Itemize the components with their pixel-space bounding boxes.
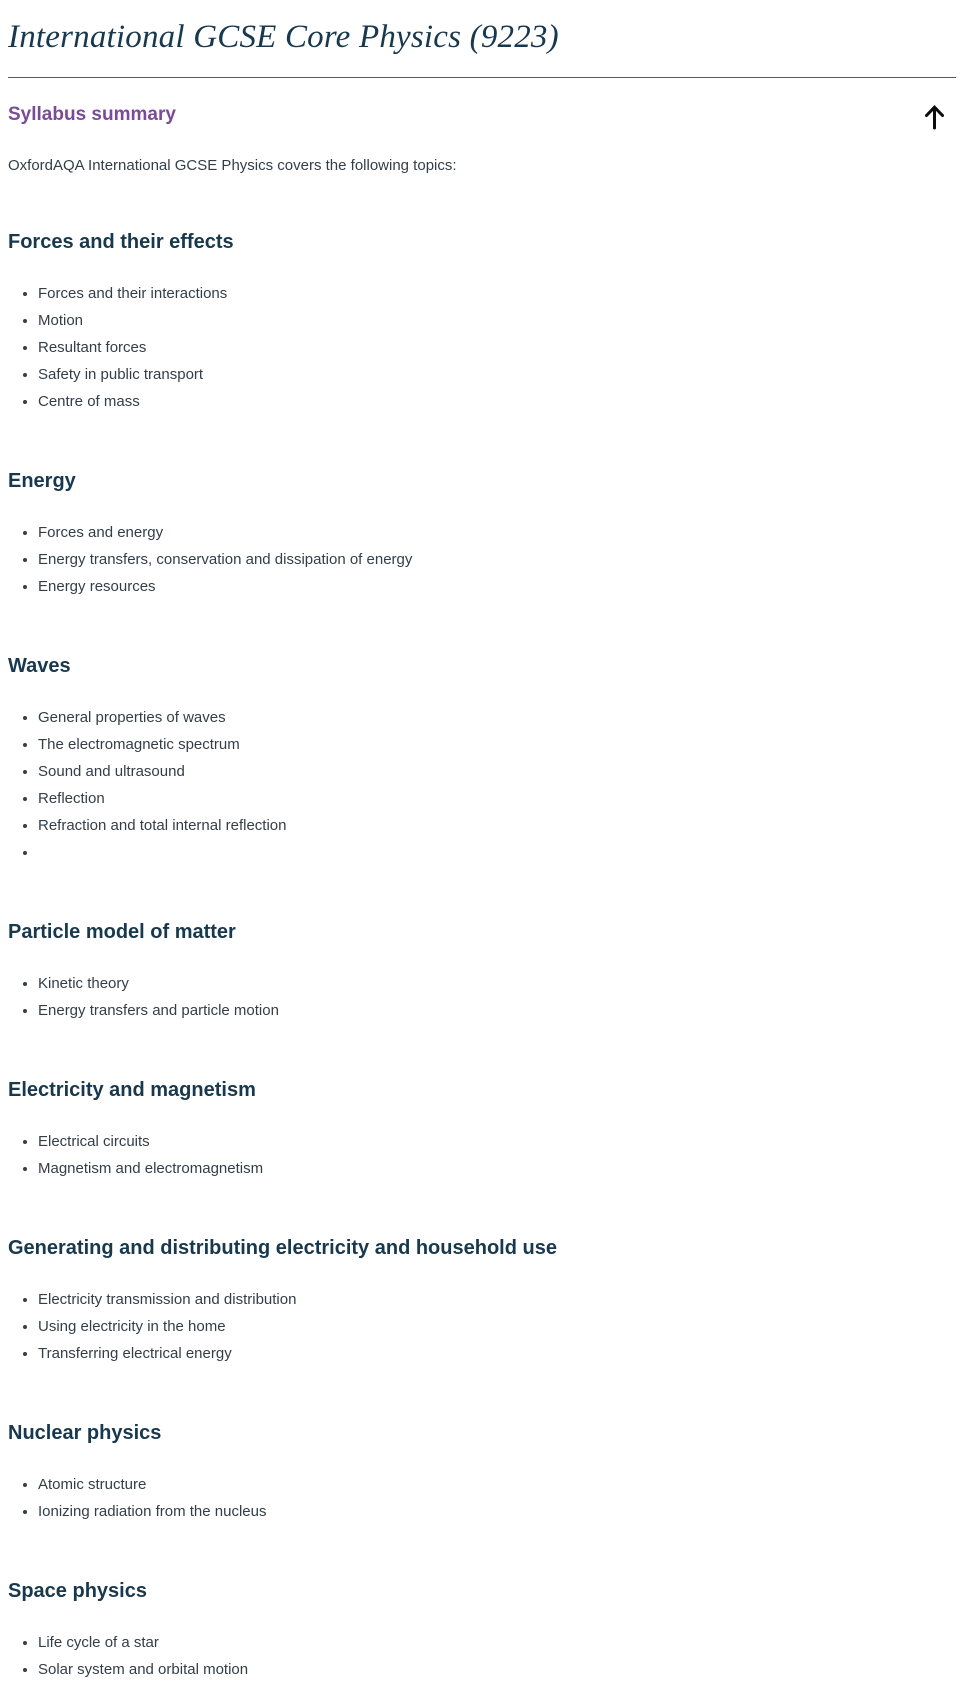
list-item <box>38 839 956 866</box>
back-to-top-button[interactable] <box>923 104 946 130</box>
topic-heading: Nuclear physics <box>8 1422 162 1444</box>
topic-heading: Generating and distributing electricity and household use <box>8 1237 557 1259</box>
topic-heading: Waves <box>8 655 71 677</box>
list-item: • Electrical circuits <box>38 1128 956 1155</box>
intro-text: OxfordAQA International GCSE Physics covers the following topics: <box>8 157 457 174</box>
topic-bullet-list <box>8 1471 956 1525</box>
list-item: • Forces and energy <box>38 519 956 546</box>
list-item: • Safety in public transport <box>38 361 956 388</box>
page-title: International GCSE Core Physics (9223) <box>8 19 559 55</box>
topics-list <box>8 230 956 1683</box>
list-item: • Motion <box>38 307 956 334</box>
topic-heading: Electricity and magnetism <box>8 1079 256 1101</box>
topic-section <box>8 920 956 1024</box>
list-item: • Sound and ultrasound <box>38 758 956 785</box>
topic-bullet-list <box>8 970 956 1024</box>
divider <box>8 77 956 78</box>
topic-section <box>8 654 956 866</box>
list-item: • Solar system and orbital motion <box>38 1656 956 1683</box>
list-item: • Forces and their interactions <box>38 280 956 307</box>
list-item: • Ionizing radiation from the nucleus <box>38 1498 956 1525</box>
list-item: • The electromagnetic spectrum <box>38 731 956 758</box>
list-item: • Energy transfers, conservation and dissipation of energy <box>38 546 956 573</box>
list-item: • Refraction and total internal reflection <box>38 812 956 839</box>
topic-bullet-list <box>8 1128 956 1182</box>
list-item: • Electricity transmission and distribution <box>38 1286 956 1313</box>
topic-bullet-list <box>8 280 956 415</box>
syllabus-summary-header <box>8 103 956 130</box>
arrow-up-icon <box>923 118 946 133</box>
topic-bullet-list <box>8 1286 956 1367</box>
list-item: • General properties of waves <box>38 704 956 731</box>
list-item: • Life cycle of a star <box>38 1629 956 1656</box>
page-header <box>8 17 956 176</box>
list-item: • Atomic structure <box>38 1471 956 1498</box>
topic-section <box>8 1421 956 1525</box>
topic-bullet-list <box>8 704 956 866</box>
topic-section <box>8 230 956 415</box>
topic-section <box>8 1236 956 1367</box>
topic-section <box>8 469 956 600</box>
list-item: • Resultant forces <box>38 334 956 361</box>
list-item: • Magnetism and electromagnetism <box>38 1155 956 1182</box>
topic-bullet-list <box>8 519 956 600</box>
topic-heading: Particle model of matter <box>8 921 236 943</box>
list-item: • Kinetic theory <box>38 970 956 997</box>
list-item: • Energy resources <box>38 573 956 600</box>
syllabus-summary-heading: Syllabus summary <box>8 104 176 125</box>
list-item: • Reflection <box>38 785 956 812</box>
topic-section <box>8 1078 956 1182</box>
topic-heading: Forces and their effects <box>8 231 234 253</box>
list-item: • Centre of mass <box>38 388 956 415</box>
topic-heading: Space physics <box>8 1580 147 1602</box>
list-item: • Energy transfers and particle motion <box>38 997 956 1024</box>
topic-heading: Energy <box>8 470 76 492</box>
list-item: • Using electricity in the home <box>38 1313 956 1340</box>
list-item: • Transferring electrical energy <box>38 1340 956 1367</box>
topic-section <box>8 1579 956 1683</box>
topic-bullet-list <box>8 1629 956 1683</box>
